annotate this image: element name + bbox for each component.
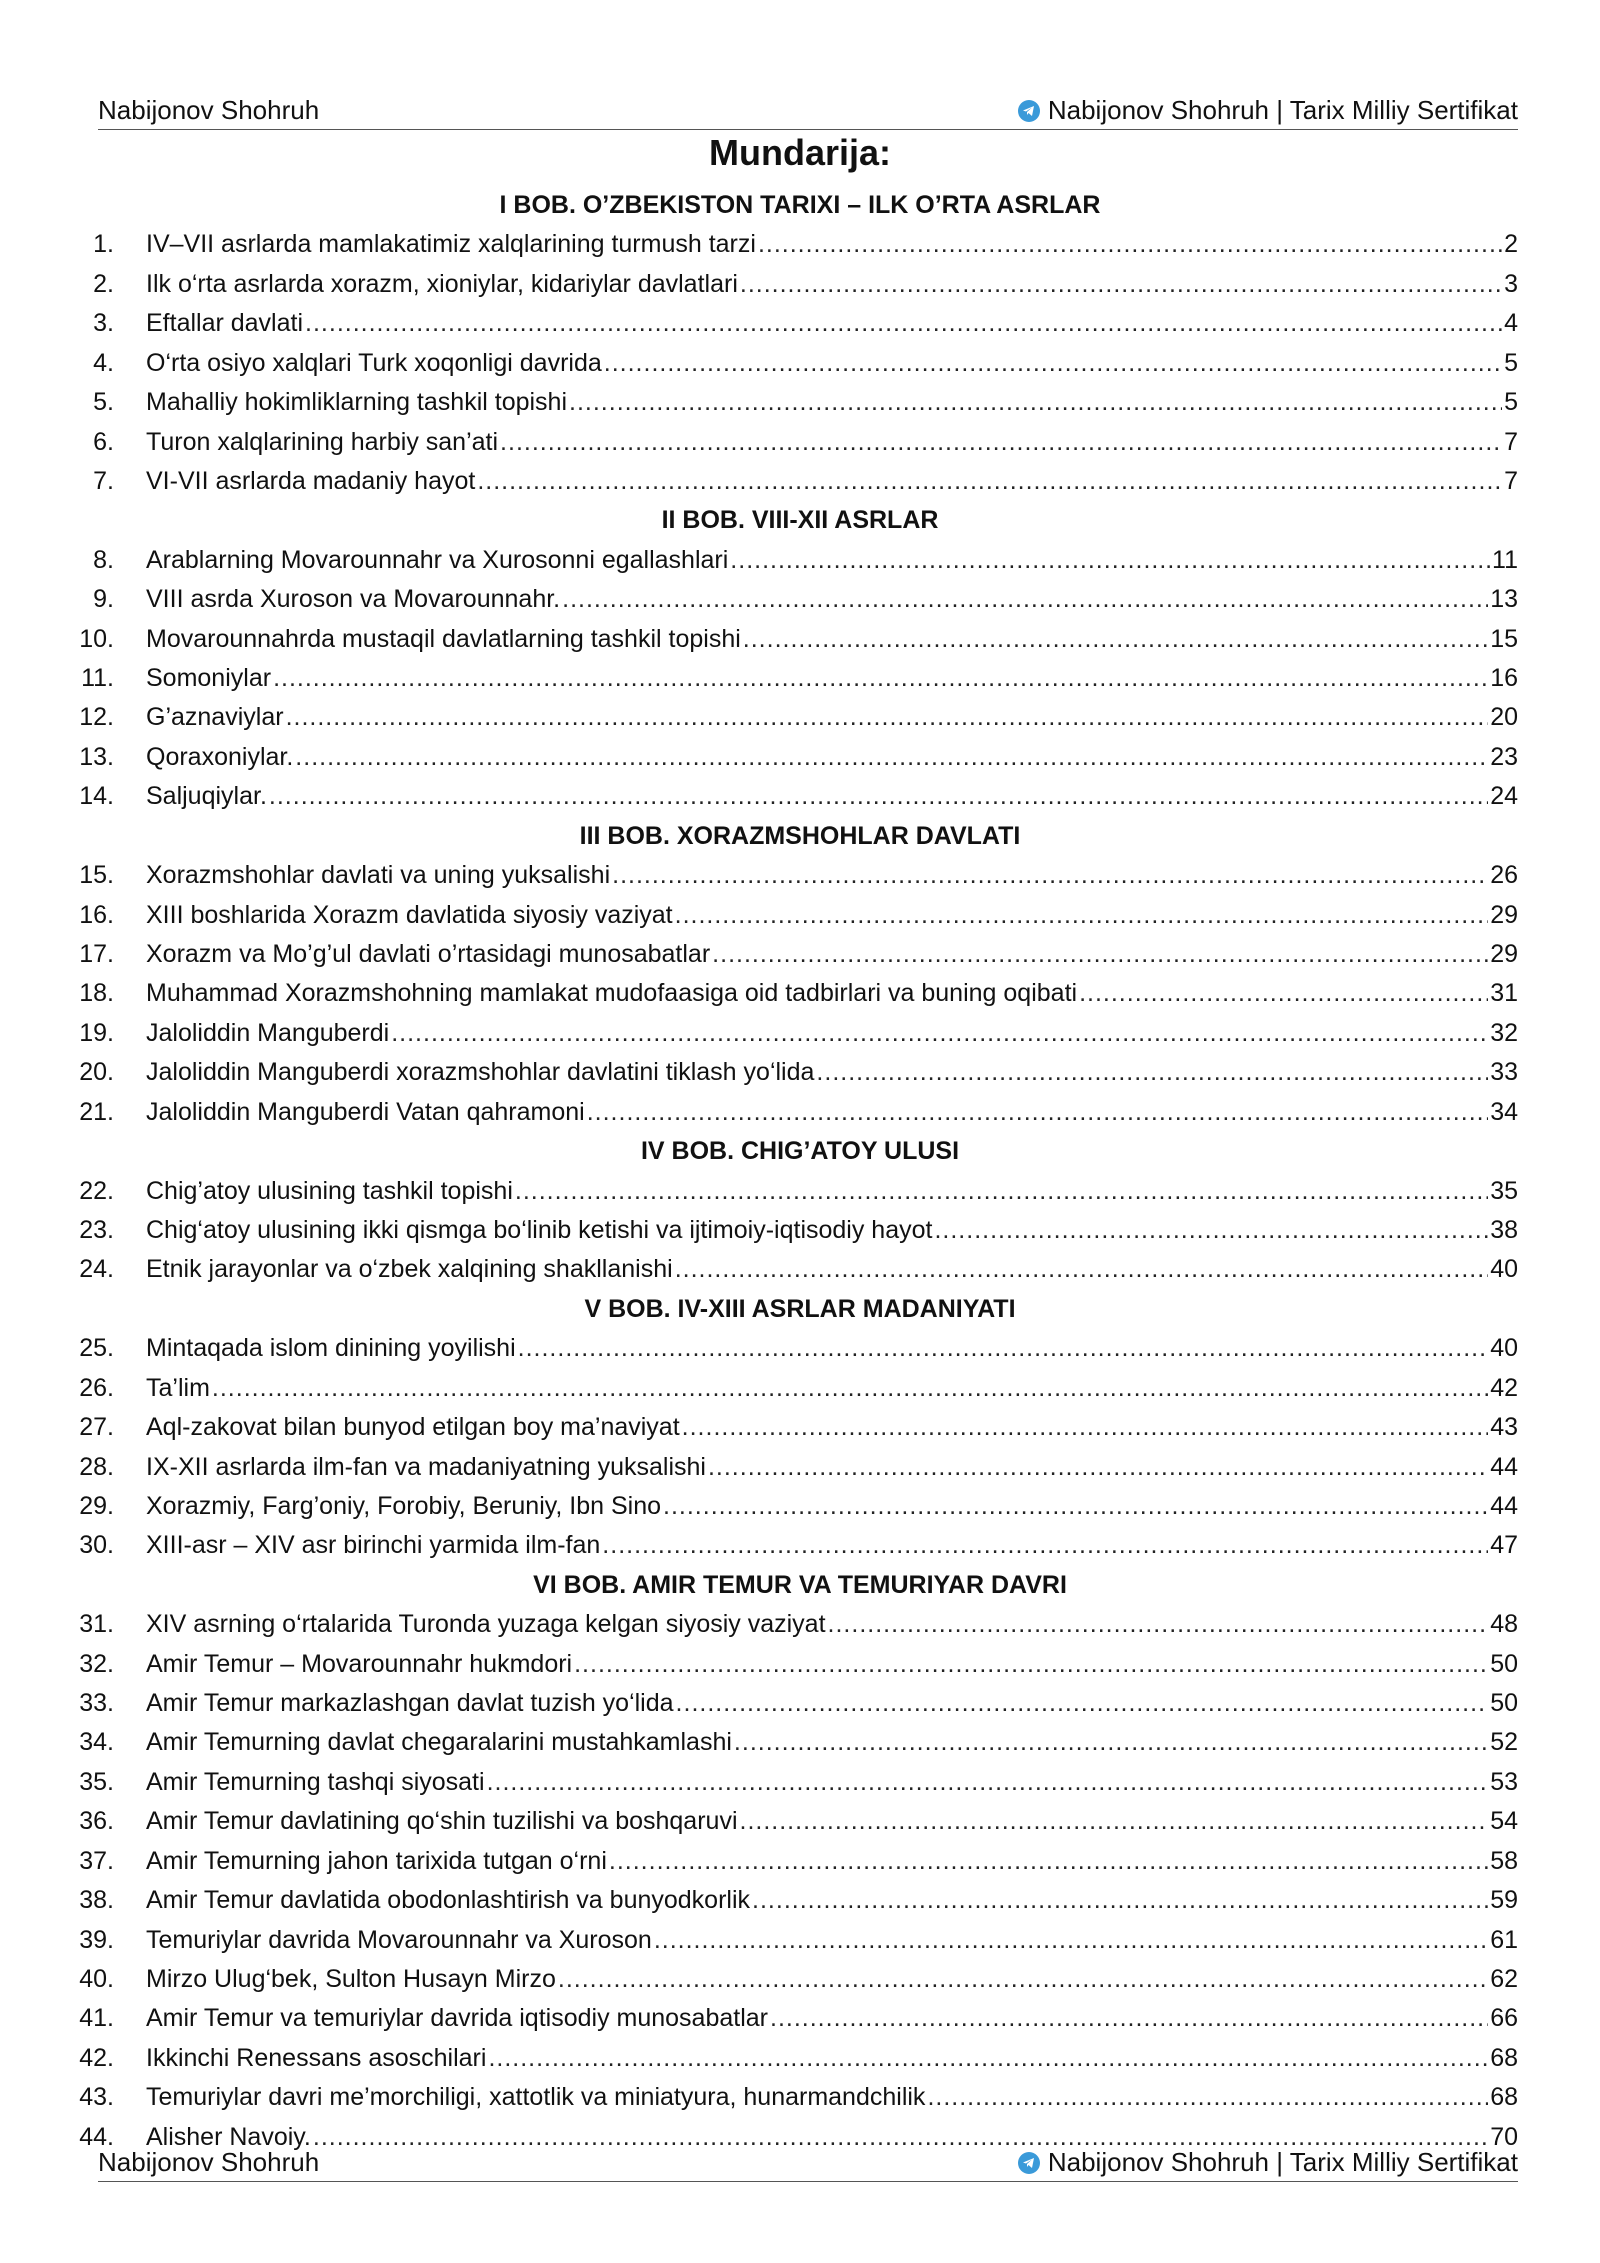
footer-channel-text: Nabijonov Shohruh | Tarix Milliy Sertifikat bbox=[1047, 2147, 1518, 2177]
toc-entry[interactable] bbox=[0, 1684, 1600, 1723]
toc-entry-body bbox=[146, 777, 1518, 816]
dot-leader bbox=[816, 1053, 1488, 1092]
toc-entry-page: 33 bbox=[1490, 1058, 1518, 1087]
toc-entry-page: 34 bbox=[1490, 1097, 1518, 1126]
dot-leader bbox=[770, 1999, 1488, 2038]
toc-entry-page: 16 bbox=[1490, 664, 1518, 693]
toc-entry-number: 12. bbox=[79, 703, 114, 732]
toc-entry[interactable] bbox=[0, 383, 1600, 422]
toc-entry-body bbox=[146, 1448, 1518, 1487]
dot-leader bbox=[927, 2078, 1488, 2117]
header-divider bbox=[98, 129, 1518, 130]
toc-entry[interactable] bbox=[0, 1842, 1600, 1881]
toc-entry-number: 14. bbox=[79, 782, 114, 811]
dot-leader bbox=[612, 856, 1488, 895]
toc-entry-title: IV–VII asrlarda mamlakatimiz xalqlarining turmush tarzi bbox=[146, 230, 756, 259]
toc-entry-body bbox=[146, 1960, 1518, 1999]
toc-entry-number: 7. bbox=[93, 466, 114, 495]
toc-entry-page: 44 bbox=[1490, 1452, 1518, 1481]
toc-entry-page: 11 bbox=[1492, 545, 1518, 574]
dot-leader bbox=[604, 344, 1502, 383]
toc-entry[interactable] bbox=[0, 265, 1600, 304]
toc-entry-number: 3. bbox=[93, 309, 114, 338]
toc-entry-title: Somoniylar bbox=[146, 664, 272, 693]
header-channel-text: Nabijonov Shohruh | Tarix Milliy Sertifikat bbox=[1047, 95, 1518, 125]
toc-entry-number: 33. bbox=[79, 1689, 114, 1718]
toc-entry-number: 26. bbox=[79, 1373, 114, 1402]
toc-entry-title: Eftallar davlati bbox=[146, 309, 304, 338]
dot-leader bbox=[569, 383, 1502, 422]
toc-entry-title: Jaloliddin Manguberdi xorazmshohlar davlatini tiklash yo‘lida bbox=[146, 1058, 815, 1087]
toc-entry-title: Mirzo Ulug‘bek, Sulton Husayn Mirzo bbox=[146, 1964, 556, 1993]
toc-entry[interactable] bbox=[0, 1605, 1600, 1644]
dot-leader bbox=[212, 1369, 1488, 1408]
toc-entry[interactable] bbox=[0, 344, 1600, 383]
toc-entry-page: 70 bbox=[1490, 2122, 1518, 2151]
toc-entry-body bbox=[146, 1645, 1518, 1684]
toc-entry-body bbox=[146, 1763, 1518, 1802]
chapter-heading: V BOB. IV-XIII ASRLAR MADANIYATI bbox=[584, 1294, 1016, 1323]
toc-entry[interactable] bbox=[0, 1487, 1600, 1526]
toc-entry-title: Chig‘atoy ulusining ikki qismga bo‘linib ketishi va ijtimoiy-iqtisodiy hayot bbox=[146, 1215, 933, 1244]
toc-entry[interactable] bbox=[0, 620, 1600, 659]
toc-entry-title: Movarounnahrda mustaqil davlatlarning tashkil topishi bbox=[146, 624, 741, 653]
toc-entry-body bbox=[146, 2039, 1518, 2078]
toc-entry-title: Arablarning Movarounnahr va Xurosonni egallashlari bbox=[146, 545, 729, 574]
dot-leader bbox=[676, 1684, 1489, 1723]
toc-entry-body bbox=[146, 698, 1518, 737]
toc-entry-title: Xorazmiy, Farg’oniy, Forobiy, Beruniy, Ibn Sino bbox=[146, 1491, 662, 1520]
toc-entry-number: 35. bbox=[79, 1767, 114, 1796]
toc-entry-title: G’aznaviylar bbox=[146, 703, 284, 732]
toc-entry-title: VI-VII asrlarda madaniy hayot bbox=[146, 466, 476, 495]
toc-entry-body bbox=[146, 896, 1518, 935]
toc-entry-title: Ta’lim bbox=[146, 1373, 210, 1402]
toc-entry[interactable] bbox=[0, 974, 1600, 1013]
toc-entry-page: 48 bbox=[1490, 1610, 1518, 1639]
toc-entry-body bbox=[146, 265, 1518, 304]
page-title: Mundarija: bbox=[708, 132, 891, 173]
toc-entry-number: 38. bbox=[79, 1886, 114, 1915]
dot-leader bbox=[269, 777, 1488, 816]
table-of-contents bbox=[0, 186, 1600, 2157]
toc-entry-body bbox=[146, 1329, 1518, 1368]
toc-entry[interactable] bbox=[0, 1802, 1600, 1841]
toc-entry-page: 26 bbox=[1490, 861, 1518, 890]
toc-entry-page: 13 bbox=[1490, 585, 1518, 614]
toc-entry-body bbox=[146, 1250, 1518, 1289]
toc-entry[interactable] bbox=[0, 1211, 1600, 1250]
chapter-heading: I BOB. O’ZBEKISTON TARIXI – ILK O’RTA ASRLAR bbox=[499, 191, 1101, 219]
toc-entry-body bbox=[146, 225, 1518, 264]
toc-entry[interactable] bbox=[0, 1014, 1600, 1053]
toc-entry-page: 20 bbox=[1490, 703, 1518, 732]
toc-entry-page: 61 bbox=[1490, 1925, 1518, 1954]
dot-leader bbox=[1079, 974, 1488, 1013]
toc-entry-number: 6. bbox=[93, 427, 114, 456]
chapter-heading: II BOB. VIII-XII ASRLAR bbox=[661, 506, 939, 535]
toc-entry-body bbox=[146, 1605, 1518, 1644]
dot-leader bbox=[305, 304, 1502, 343]
dot-leader bbox=[752, 1881, 1488, 1920]
toc-entry-title: Temuriylar davrida Movarounnahr va Xuroson bbox=[146, 1925, 652, 1954]
toc-entry-page: 44 bbox=[1490, 1491, 1518, 1520]
toc-entry-page: 58 bbox=[1490, 1846, 1518, 1875]
dot-leader bbox=[675, 896, 1489, 935]
toc-entry-page: 53 bbox=[1490, 1767, 1518, 1796]
toc-entry[interactable] bbox=[0, 1369, 1600, 1408]
dot-leader bbox=[562, 580, 1488, 619]
toc-entry-page: 15 bbox=[1490, 624, 1518, 653]
dot-leader bbox=[654, 1921, 1488, 1960]
toc-entry-body bbox=[146, 2078, 1518, 2117]
toc-entry-body bbox=[146, 541, 1518, 580]
toc-entry-page: 23 bbox=[1490, 742, 1518, 771]
toc-entry[interactable] bbox=[0, 1763, 1600, 1802]
toc-entry[interactable] bbox=[0, 462, 1600, 501]
dot-leader bbox=[558, 1960, 1488, 1999]
toc-entry-number: 23. bbox=[79, 1215, 114, 1244]
toc-entry[interactable] bbox=[0, 1960, 1600, 1999]
toc-entry-number: 40. bbox=[79, 1964, 114, 1993]
toc-entry[interactable] bbox=[0, 1999, 1600, 2038]
toc-entry-number: 16. bbox=[79, 900, 114, 929]
toc-entry[interactable] bbox=[0, 1526, 1600, 1565]
dot-leader bbox=[487, 1763, 1489, 1802]
toc-entry-body bbox=[146, 304, 1518, 343]
toc-entry[interactable] bbox=[0, 2078, 1600, 2117]
toc-entry-number: 24. bbox=[79, 1255, 114, 1284]
toc-entry-title: XIV asrning o‘rtalarida Turonda yuzaga kelgan siyosiy vaziyat bbox=[146, 1610, 826, 1639]
toc-entry[interactable] bbox=[0, 935, 1600, 974]
toc-entry-body bbox=[146, 1369, 1518, 1408]
toc-entry-title: Xorazmshohlar davlati va uning yuksalishi bbox=[146, 861, 611, 890]
toc-entry-body bbox=[146, 1408, 1518, 1447]
dot-leader bbox=[286, 698, 1489, 737]
toc-entry-body bbox=[146, 1526, 1518, 1565]
toc-entry-body bbox=[146, 620, 1518, 659]
toc-entry-title: Alisher Navoiy. bbox=[146, 2122, 311, 2151]
toc-entry[interactable] bbox=[0, 1408, 1600, 1447]
telegram-icon bbox=[1018, 100, 1040, 122]
toc-entry[interactable] bbox=[0, 541, 1600, 580]
dot-leader bbox=[477, 462, 1502, 501]
toc-entry-title: O‘rta osiyo xalqlari Turk xoqonligi davrida bbox=[146, 348, 602, 377]
toc-entry-page: 4 bbox=[1504, 309, 1518, 338]
toc-entry-number: 22. bbox=[79, 1176, 114, 1205]
toc-entry-page: 31 bbox=[1490, 979, 1518, 1008]
toc-entry[interactable] bbox=[0, 304, 1600, 343]
toc-entry-title: Mintaqada islom dinining yoyilishi bbox=[146, 1334, 516, 1363]
toc-entry-number: 15. bbox=[79, 861, 114, 890]
toc-entry-title: Amir Temur davlatining qo‘shin tuzilishi va boshqaruvi bbox=[146, 1807, 738, 1836]
dot-leader bbox=[730, 541, 1490, 580]
toc-entry-number: 17. bbox=[79, 940, 114, 969]
toc-entry-page: 38 bbox=[1490, 1215, 1518, 1244]
header-author: Nabijonov Shohruh bbox=[98, 95, 320, 125]
toc-entry-title: Chig’atoy ulusining tashkil topishi bbox=[146, 1176, 513, 1205]
dot-leader bbox=[682, 1408, 1489, 1447]
dot-leader bbox=[587, 1093, 1488, 1132]
toc-entry-number: 11. bbox=[81, 664, 114, 693]
toc-entry-number: 5. bbox=[93, 388, 114, 417]
toc-entry-title: Xorazm va Mo’g’ul davlati o’rtasidagi munosabatlar bbox=[146, 940, 711, 969]
toc-entry[interactable] bbox=[0, 423, 1600, 462]
toc-entry-number: 30. bbox=[79, 1531, 114, 1560]
toc-entry-page: 5 bbox=[1504, 388, 1518, 417]
dot-leader bbox=[500, 423, 1502, 462]
toc-entry-number: 41. bbox=[79, 2004, 114, 2033]
toc-entry-page: 50 bbox=[1490, 1649, 1518, 1678]
toc-entry-title: Amir Temur davlatida obodonlashtirish va bunyodkorlik bbox=[146, 1886, 751, 1915]
toc-entry-number: 29. bbox=[79, 1491, 114, 1520]
toc-entry[interactable] bbox=[0, 580, 1600, 619]
toc-entry-number: 36. bbox=[79, 1807, 114, 1836]
toc-entry-page: 47 bbox=[1490, 1531, 1518, 1560]
toc-entry-number: 8. bbox=[93, 545, 114, 574]
toc-entry-body bbox=[146, 1172, 1518, 1211]
toc-entry-number: 44. bbox=[79, 2122, 114, 2151]
toc-entry-title: Temuriylar davri me’morchiligi, xattotlik va miniatyura, hunarmandchilik bbox=[146, 2083, 926, 2112]
toc-entry-title: Amir Temur va temuriylar davrida iqtisodiy munosabatlar bbox=[146, 2004, 768, 2033]
dot-leader bbox=[828, 1605, 1489, 1644]
dot-leader bbox=[574, 1645, 1488, 1684]
toc-entry-title: VIII asrda Xuroson va Movarounnahr. bbox=[146, 585, 561, 614]
toc-entry-title: Etnik jarayonlar va o‘zbek xalqining shakllanishi bbox=[146, 1255, 673, 1284]
toc-entry-number: 31. bbox=[79, 1610, 114, 1639]
chapter-heading: III BOB. XORAZMSHOHLAR DAVLATI bbox=[579, 821, 1021, 850]
dot-leader bbox=[712, 935, 1488, 974]
toc-entry-body bbox=[146, 383, 1518, 422]
toc-entry-number: 4. bbox=[93, 348, 114, 377]
toc-entry-body bbox=[146, 462, 1518, 501]
toc-entry-title: Turon xalqlarining harbiy san’ati bbox=[146, 427, 499, 456]
toc-entry-body bbox=[146, 974, 1518, 1013]
dot-leader bbox=[609, 1842, 1488, 1881]
dot-leader bbox=[295, 738, 1488, 777]
dot-leader bbox=[708, 1448, 1488, 1487]
toc-entry-number: 20. bbox=[79, 1058, 114, 1087]
toc-entry-title: Ikkinchi Renessans asoschilari bbox=[146, 2043, 487, 2072]
chapter-heading: VI BOB. AMIR TEMUR VA TEMURIYAR DAVRI bbox=[533, 1570, 1067, 1599]
toc-entry-number: 18. bbox=[79, 979, 114, 1008]
toc-entry-page: 7 bbox=[1504, 427, 1518, 456]
toc-entry-body bbox=[146, 580, 1518, 619]
dot-leader bbox=[740, 265, 1502, 304]
footer-divider bbox=[98, 2181, 1518, 2182]
toc-entry-title: IX-XII asrlarda ilm-fan va madaniyatning yuksalishi bbox=[146, 1452, 706, 1481]
toc-entry-number: 27. bbox=[79, 1413, 114, 1442]
toc-entry-body bbox=[146, 1487, 1518, 1526]
toc-entry-title: XIII-asr – XIV asr birinchi yarmida ilm-fan bbox=[146, 1531, 601, 1560]
toc-entry-title: Amir Temur markazlashgan davlat tuzish yo‘lida bbox=[146, 1689, 674, 1718]
toc-entry-page: 66 bbox=[1490, 2004, 1518, 2033]
toc-entry[interactable] bbox=[0, 659, 1600, 698]
dot-leader bbox=[602, 1526, 1488, 1565]
toc-entry-number: 19. bbox=[79, 1018, 114, 1047]
toc-entry-title: Amir Temurning davlat chegaralarini mustahkamlashi bbox=[146, 1728, 732, 1757]
dot-leader bbox=[934, 1211, 1488, 1250]
telegram-icon bbox=[1018, 2152, 1040, 2174]
toc-entry-body bbox=[146, 1053, 1518, 1092]
toc-entry[interactable] bbox=[0, 1329, 1600, 1368]
toc-entry-body bbox=[146, 1881, 1518, 1920]
toc-entry-body bbox=[146, 856, 1518, 895]
toc-entry-title: Qoraxoniylar. bbox=[146, 742, 294, 771]
dot-leader bbox=[675, 1250, 1489, 1289]
toc-entry-number: 25. bbox=[79, 1334, 114, 1363]
toc-entry-page: 40 bbox=[1490, 1334, 1518, 1363]
toc-entry-page: 52 bbox=[1490, 1728, 1518, 1757]
toc-entry-number: 13. bbox=[79, 742, 114, 771]
toc-entry-title: Ilk o‘rta asrlarda xorazm, xioniylar, kidariylar davlatlari bbox=[146, 269, 738, 298]
toc-entry-page: 68 bbox=[1490, 2083, 1518, 2112]
toc-entry-number: 32. bbox=[79, 1649, 114, 1678]
toc-entry-page: 50 bbox=[1490, 1689, 1518, 1718]
dot-leader bbox=[273, 659, 1488, 698]
toc-entry[interactable] bbox=[0, 2039, 1600, 2078]
dot-leader bbox=[743, 620, 1488, 659]
footer-author: Nabijonov Shohruh bbox=[98, 2147, 320, 2177]
toc-entry-number: 1. bbox=[93, 230, 114, 259]
toc-entry[interactable] bbox=[0, 856, 1600, 895]
toc-entry-page: 3 bbox=[1504, 269, 1518, 298]
toc-entry-title: Jaloliddin Manguberdi Vatan qahramoni bbox=[146, 1097, 585, 1126]
toc-entry[interactable] bbox=[0, 1093, 1600, 1132]
toc-entry-number: 9. bbox=[93, 585, 114, 614]
toc-entry-body bbox=[146, 1802, 1518, 1841]
page-header bbox=[98, 96, 1518, 126]
toc-entry-number: 21. bbox=[79, 1097, 114, 1126]
toc-entry-title: Amir Temurning jahon tarixida tutgan o‘rni bbox=[146, 1846, 607, 1875]
toc-entry-page: 62 bbox=[1490, 1964, 1518, 1993]
toc-entry-title: Mahalliy hokimliklarning tashkil topishi bbox=[146, 388, 568, 417]
toc-entry[interactable] bbox=[0, 1645, 1600, 1684]
toc-entry-title: Jaloliddin Manguberdi bbox=[146, 1018, 390, 1047]
toc-entry-page: 5 bbox=[1504, 348, 1518, 377]
toc-entry[interactable] bbox=[0, 738, 1600, 777]
toc-entry-body bbox=[146, 1842, 1518, 1881]
toc-entry-page: 35 bbox=[1490, 1176, 1518, 1205]
toc-entry-page: 54 bbox=[1490, 1807, 1518, 1836]
dot-leader bbox=[734, 1723, 1488, 1762]
toc-entry-page: 59 bbox=[1490, 1886, 1518, 1915]
toc-entry-page: 29 bbox=[1490, 940, 1518, 969]
toc-entry-page: 7 bbox=[1504, 466, 1518, 495]
toc-entry[interactable] bbox=[0, 1881, 1600, 1920]
toc-entry-number: 42. bbox=[79, 2043, 114, 2072]
toc-entry-page: 29 bbox=[1490, 900, 1518, 929]
toc-entry-title: Aql-zakovat bilan bunyod etilgan boy ma’naviyat bbox=[146, 1413, 680, 1442]
toc-entry-number: 34. bbox=[79, 1728, 114, 1757]
toc-entry-number: 10. bbox=[79, 624, 114, 653]
toc-entry-page: 42 bbox=[1490, 1373, 1518, 1402]
toc-entry-body bbox=[146, 1014, 1518, 1053]
dot-leader bbox=[515, 1172, 1488, 1211]
toc-entry[interactable] bbox=[0, 225, 1600, 264]
footer-channel-link[interactable] bbox=[1018, 2147, 1518, 2178]
toc-entry-body bbox=[146, 1684, 1518, 1723]
toc-entry-number: 2. bbox=[93, 269, 114, 298]
dot-leader bbox=[663, 1487, 1488, 1526]
toc-entry-body bbox=[146, 1723, 1518, 1762]
toc-entry[interactable] bbox=[0, 1250, 1600, 1289]
dot-leader bbox=[518, 1329, 1489, 1368]
toc-entry-title: Amir Temurning tashqi siyosati bbox=[146, 1767, 485, 1796]
toc-entry-page: 32 bbox=[1490, 1018, 1518, 1047]
toc-entry-body bbox=[146, 344, 1518, 383]
dot-leader bbox=[391, 1014, 1488, 1053]
toc-entry[interactable] bbox=[0, 777, 1600, 816]
toc-entry-page: 24 bbox=[1490, 782, 1518, 811]
toc-entry-body bbox=[146, 659, 1518, 698]
header-channel-link[interactable] bbox=[1018, 95, 1518, 126]
dot-leader bbox=[758, 225, 1502, 264]
page-footer bbox=[98, 2148, 1518, 2178]
toc-entry[interactable] bbox=[0, 896, 1600, 935]
toc-entry-title: XIII boshlarida Xorazm davlatida siyosiy vaziyat bbox=[146, 900, 673, 929]
toc-entry-body bbox=[146, 738, 1518, 777]
dot-leader bbox=[488, 2039, 1488, 2078]
toc-entry[interactable] bbox=[0, 1921, 1600, 1960]
dot-leader bbox=[740, 1802, 1489, 1841]
toc-entry-number: 43. bbox=[79, 2083, 114, 2112]
toc-entry[interactable] bbox=[0, 1053, 1600, 1092]
toc-entry-body bbox=[146, 1093, 1518, 1132]
toc-entry-body bbox=[146, 1921, 1518, 1960]
toc-entry[interactable] bbox=[0, 698, 1600, 737]
toc-entry-page: 2 bbox=[1504, 230, 1518, 259]
toc-entry-page: 40 bbox=[1490, 1255, 1518, 1284]
toc-entry-page: 43 bbox=[1490, 1413, 1518, 1442]
toc-entry-body bbox=[146, 935, 1518, 974]
toc-entry-page: 68 bbox=[1490, 2043, 1518, 2072]
toc-entry-body bbox=[146, 1211, 1518, 1250]
toc-entry-number: 37. bbox=[79, 1846, 114, 1875]
toc-entry[interactable] bbox=[0, 1448, 1600, 1487]
toc-entry-number: 39. bbox=[79, 1925, 114, 1954]
toc-entry-title: Amir Temur – Movarounnahr hukmdori bbox=[146, 1649, 573, 1678]
toc-entry-body bbox=[146, 423, 1518, 462]
toc-entry[interactable] bbox=[0, 1723, 1600, 1762]
toc-entry[interactable] bbox=[0, 1172, 1600, 1211]
toc-entry-body bbox=[146, 1999, 1518, 2038]
toc-entry-title: Saljuqiylar. bbox=[146, 782, 267, 811]
toc-entry-title: Muhammad Xorazmshohning mamlakat mudofaasiga oid tadbirlari va buning oqibati bbox=[146, 979, 1078, 1008]
chapter-heading: IV BOB. CHIG’ATOY ULUSI bbox=[640, 1137, 960, 1166]
toc-entry-number: 28. bbox=[79, 1452, 114, 1481]
